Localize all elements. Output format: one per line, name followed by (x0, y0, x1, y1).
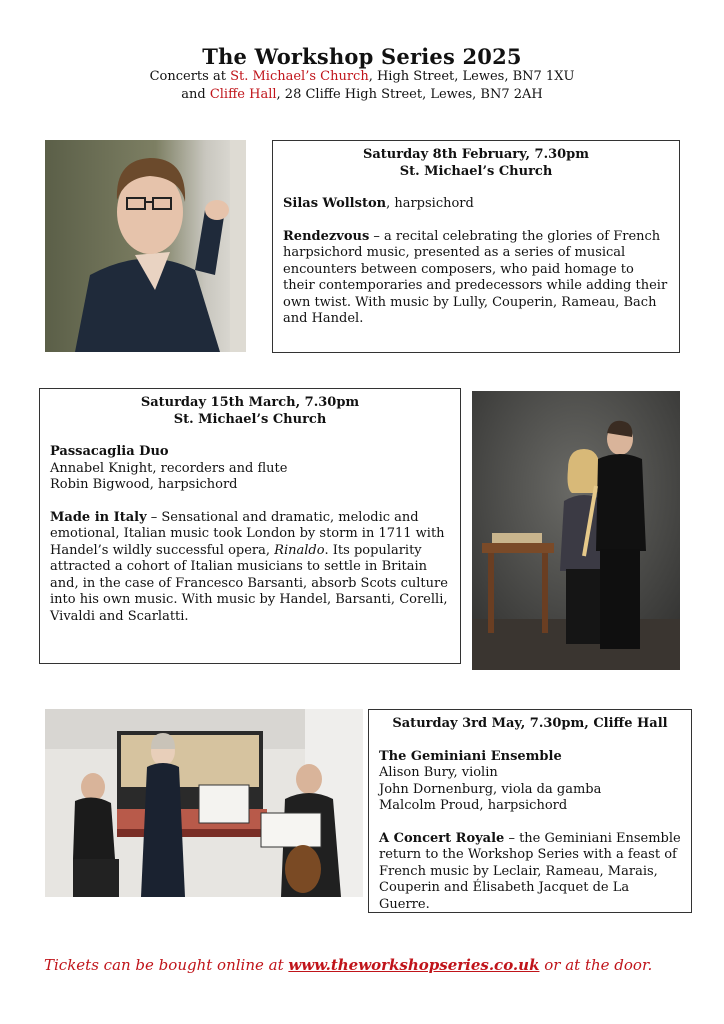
venue-cliffe-hall-address: , 28 Cliffe High Street, Lewes, BN7 2AH (276, 87, 543, 102)
concert-date: Saturday 8th February, 7.30pm (362, 147, 590, 162)
programme-title: Made in Italy (50, 509, 147, 525)
programme-italic-title: Rinaldo (274, 542, 325, 558)
ensemble-name: Passacaglia Duo (50, 444, 169, 459)
programme-text: – the Geminiani Ensemble return to the Workshop Series with a feast of French music by Leclair, Rameau, Marais, Couperin and Élisabeth Jacquet de La Guerre. (379, 830, 681, 912)
programme-text-a: – Sensational and dramatic, melodic and emotional, Italian music took London by storm in 1711 with Handel’s wildly successful opera, (50, 509, 445, 558)
concert-card-march (39, 388, 461, 664)
venue-cliffe-hall: Cliffe Hall (209, 87, 277, 102)
concert-date-venue: Saturday 3rd May, 7.30pm, Cliffe Hall (392, 716, 668, 731)
programme-text-b: . Its popularity attracted a cohort of Italian musicians to settle in Britain and, in the case of Francesco Barsanti, absorb Scots culture into his own music. With music by Handel, Barsanti, Corelli, Vivaldi and Scarlatti. (50, 542, 448, 624)
concert-venue: St. Michael’s Church (399, 163, 553, 179)
member-1: Alison Bury, violin (379, 765, 498, 780)
venue-line-1 (0, 69, 724, 84)
photo-geminiani-ensemble (45, 709, 363, 897)
programme-title: A Concert Royale (379, 830, 505, 846)
tickets-footer (44, 956, 704, 974)
venue-line-1-prefix: Concerts at (149, 69, 231, 84)
photo-silas-wollston (45, 140, 246, 352)
performer-role: , harpsichord (386, 196, 474, 211)
member-2: John Dornenburg, viola da gamba (379, 781, 602, 797)
footer-prefix: Tickets can be bought online at (44, 956, 289, 974)
performer-name: Silas Wollston (283, 196, 387, 211)
concert-card-may (368, 709, 692, 913)
performer (283, 196, 669, 213)
concert-date: Saturday 15th March, 7.30pm (140, 395, 360, 410)
venue-line-2 (0, 87, 724, 102)
programme-description (283, 229, 669, 328)
venue-st-michaels: St. Michael’s Church (230, 69, 369, 84)
venue-st-michaels-address: , High Street, Lewes, BN7 1XU (368, 69, 575, 84)
page-title: The Workshop Series 2025 (202, 44, 522, 69)
tickets-website-link[interactable]: www.theworkshopseries.co.uk (288, 956, 540, 974)
member-1: Annabel Knight, recorders and flute (50, 460, 288, 476)
venue-line-2-prefix: and (181, 87, 210, 102)
member-3: Malcolm Proud, harpsichord (379, 798, 568, 813)
programme-title: Rendezvous (283, 228, 370, 244)
ensemble-name: The Geminiani Ensemble (379, 748, 562, 764)
photo-passacaglia-duo (472, 391, 680, 670)
programme-description (379, 831, 681, 914)
footer-suffix: or at the door. (539, 956, 653, 974)
concert-venue: St. Michael’s Church (173, 411, 327, 427)
member-2: Robin Bigwood, harpsichord (50, 477, 238, 492)
programme-text: – a recital celebrating the glories of French harpsichord music, presented as a series of musical encounters between composers, who paid homage to their contemporaries and predecessors while adding their own twist. With music by Lully, Couperin, Rameau, Bach and Handel. (283, 228, 668, 326)
programme-description (50, 510, 450, 626)
concert-card-february (272, 140, 680, 353)
